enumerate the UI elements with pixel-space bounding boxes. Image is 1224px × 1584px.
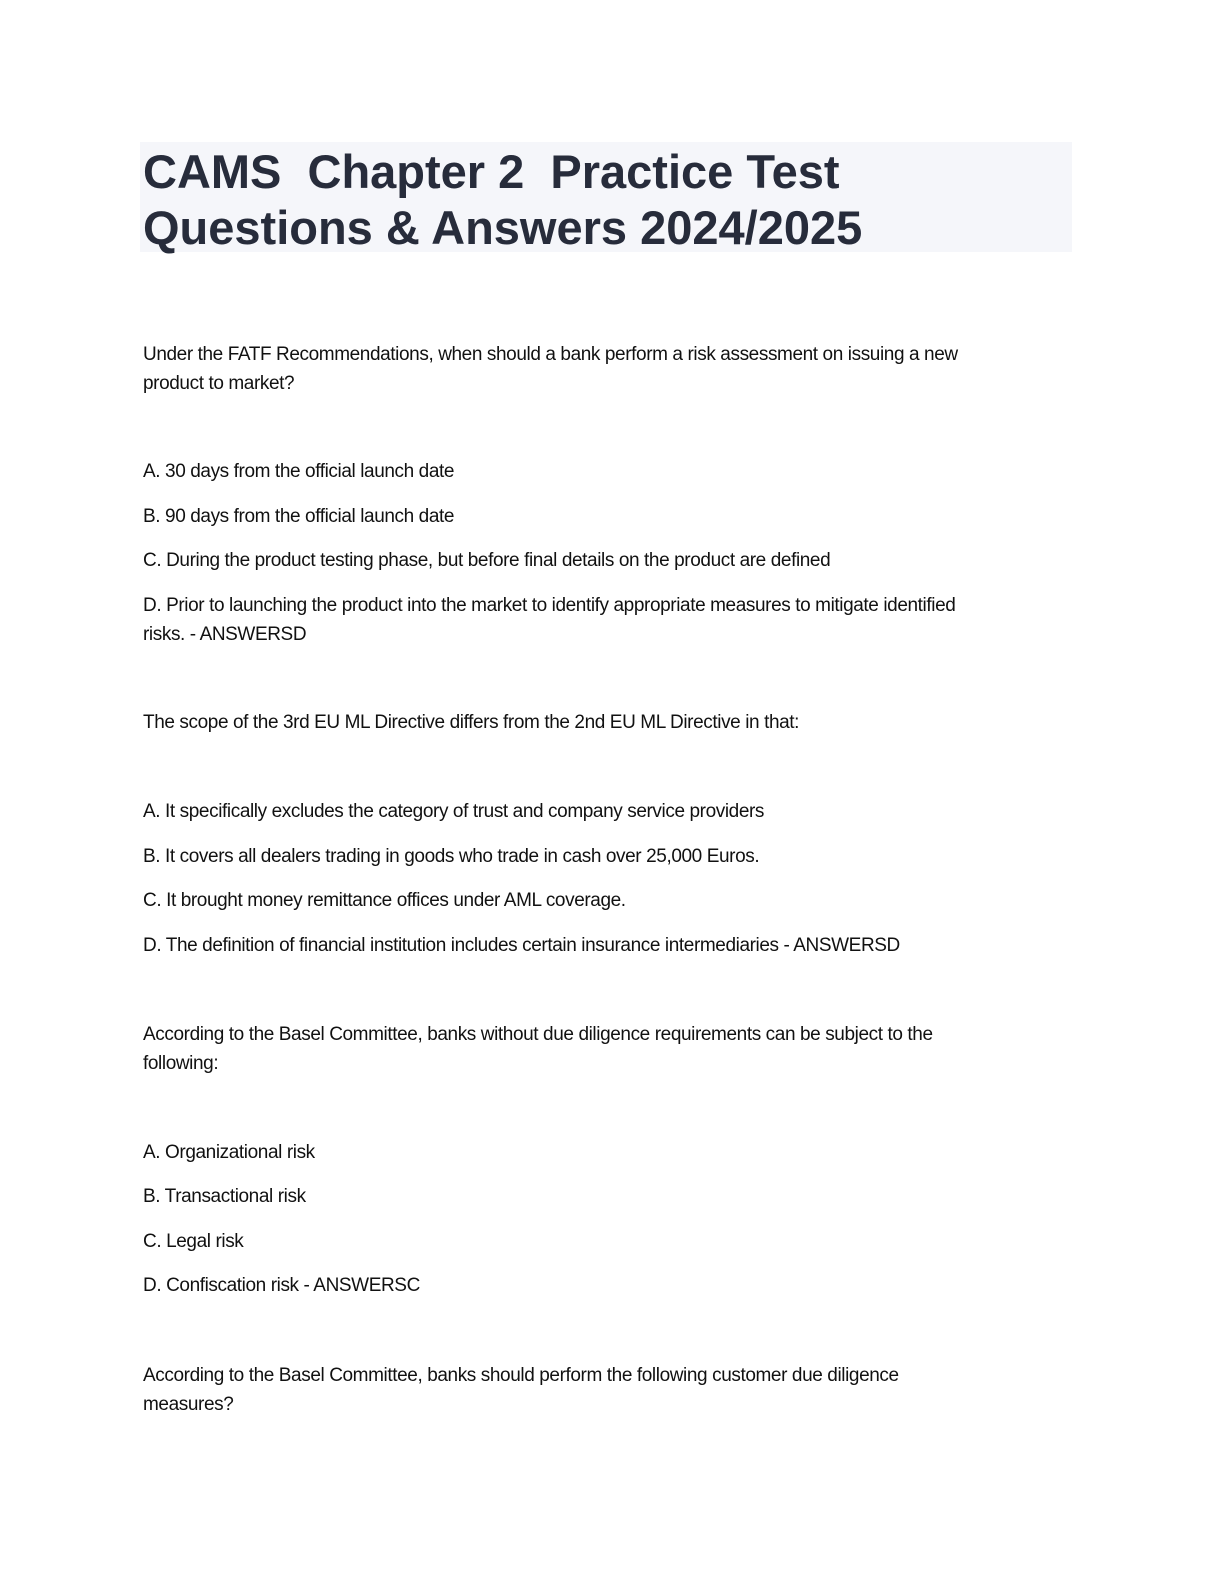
question-2-text: The scope of the 3rd EU ML Directive differs from the 2nd EU ML Directive in that: (143, 712, 800, 733)
question-2-option-d: D. The definition of financial institution includes certain insurance intermediaries - ANSWERSD (143, 935, 900, 956)
question-1-text-cont: product to market? (143, 373, 295, 394)
question-4-text-cont: measures? (143, 1394, 234, 1415)
question-1-option-d-cont: risks. - ANSWERSD (143, 624, 307, 645)
question-1-option-c: C. During the product testing phase, but before final details on the product are defined (143, 550, 831, 571)
question-3-option-a: A. Organizational risk (143, 1142, 315, 1163)
question-3-text-cont: following: (143, 1053, 219, 1074)
question-2-option-c: C. It brought money remittance offices under AML coverage. (143, 890, 626, 911)
question-3-option-b: B. Transactional risk (143, 1186, 306, 1207)
page-title (143, 144, 862, 256)
question-1-option-a: A. 30 days from the official launch date (143, 461, 455, 482)
question-3-option-c: C. Legal risk (143, 1231, 244, 1252)
question-2-option-a: A. It specifically excludes the category of trust and company service providers (143, 801, 765, 822)
title-line-2: Questions & Answers 2024/2025 (143, 201, 863, 254)
question-3-option-d: D. Confiscation risk - ANSWERSC (143, 1275, 420, 1296)
question-2-option-b: B. It covers all dealers trading in goods who trade in cash over 25,000 Euros. (143, 846, 760, 867)
question-1-text: Under the FATF Recommendations, when should a bank perform a risk assessment on issuing a new (143, 344, 958, 365)
question-4-text: According to the Basel Committee, banks should perform the following customer due diligence (143, 1365, 899, 1386)
title-line-1: CAMS Chapter 2 Practice Test (143, 145, 840, 198)
question-3-text: According to the Basel Committee, banks without due diligence requirements can be subject to the (143, 1024, 933, 1045)
question-1-option-d: D. Prior to launching the product into the market to identify appropriate measures to mitigate identified (143, 595, 956, 616)
question-1-option-b: B. 90 days from the official launch date (143, 506, 455, 527)
